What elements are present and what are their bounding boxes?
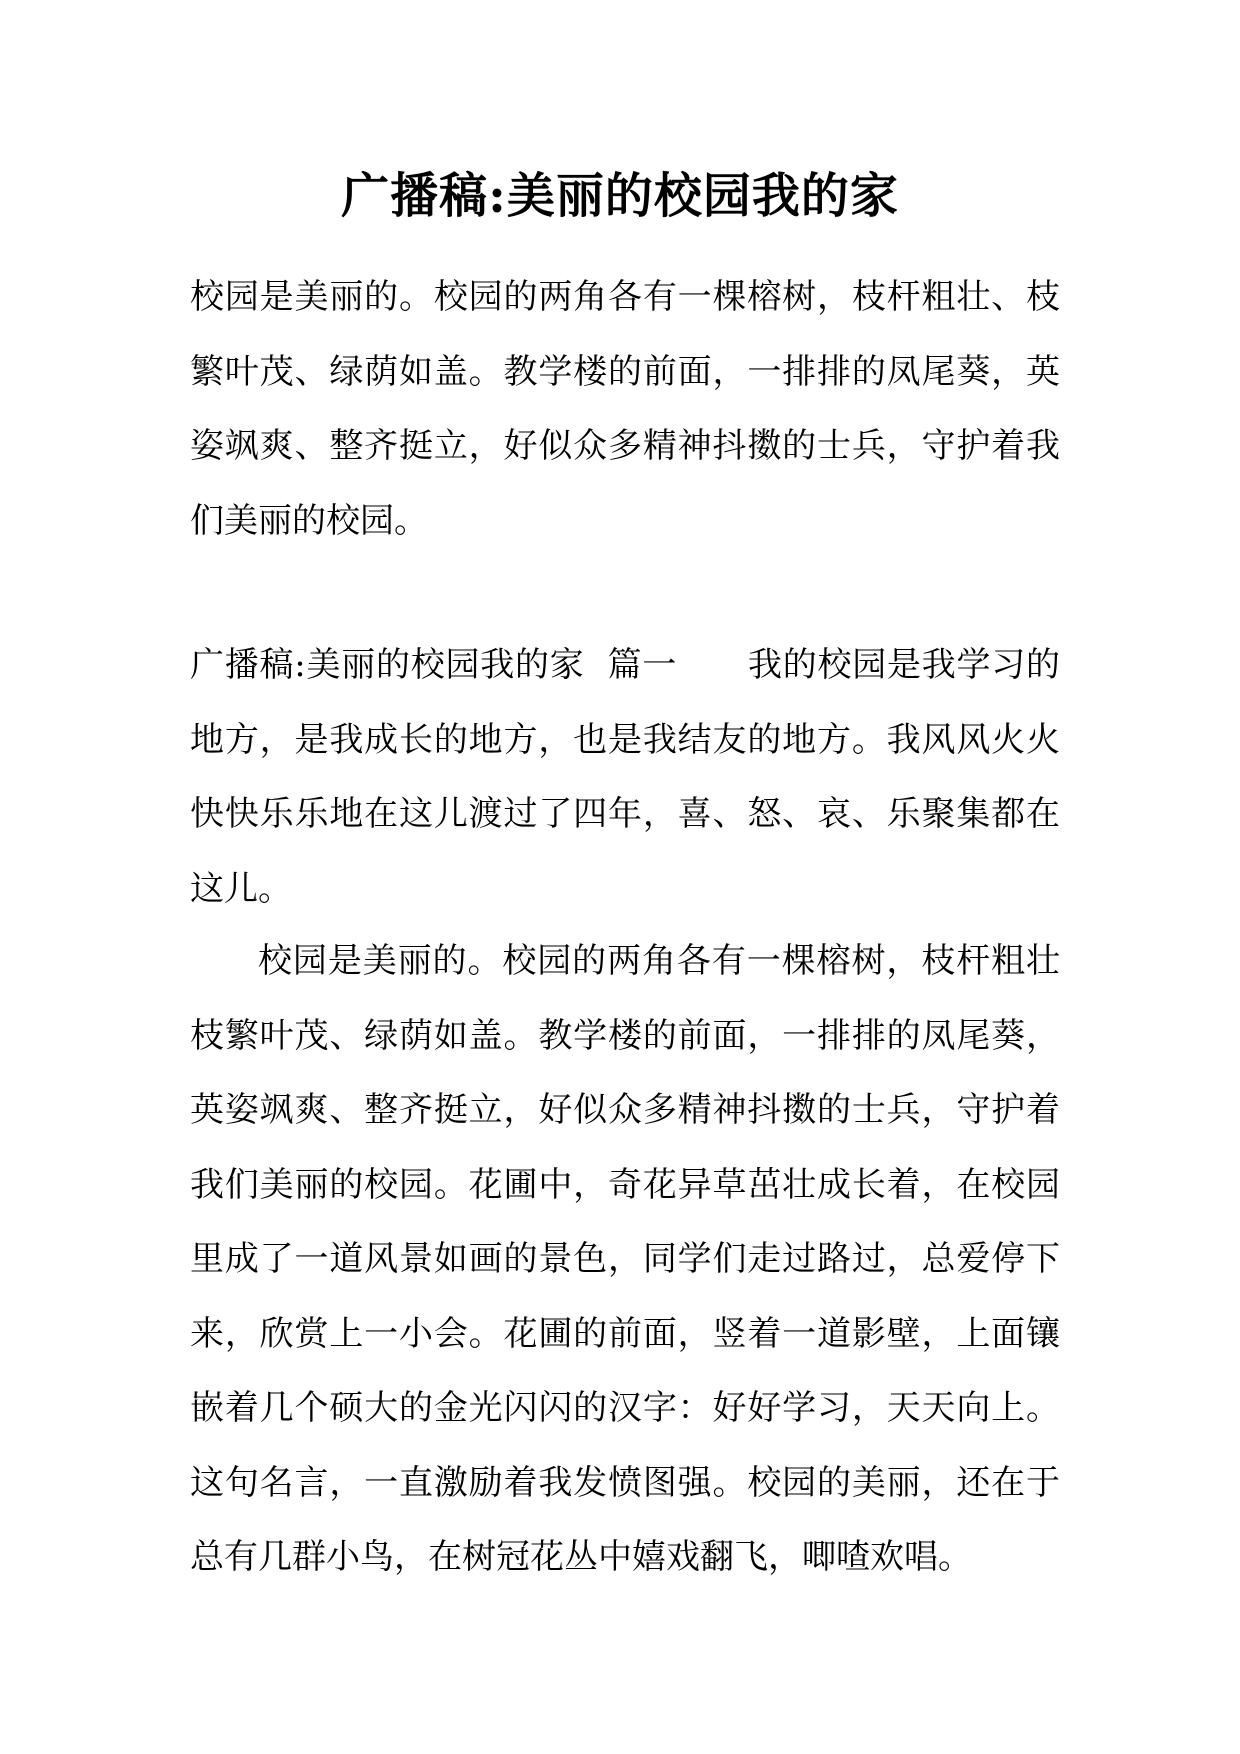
paragraph-section-one <box>190 628 1060 926</box>
document-title: 广播稿:美丽的校园我的家 <box>341 168 899 224</box>
paragraph-campus-description: 校园是美丽的。校园的两角各有一棵榕树，枝杆粗壮枝繁叶茂、绿荫如盖。教学楼的前面，一排排的凤尾葵，英姿飒爽、整齐挺立，好似众多精神抖擞的士兵，守护着我们美丽的校园。花圃中，奇花异草茁壮成长着，在校园里成了一道风景如画的景色，同学们走过路过，总爱停下来，欣赏上一小会。花圃的前面，竖着一道影壁，上面镶嵌着几个硕大的金光闪闪的汉字：好好学习，天天向上。这句名言，一直激励着我发愤图强。校园的美丽，还在于总有几群小鸟，在树冠花丛中嬉戏翻飞，唧喳欢唱。 <box>190 941 1060 1577</box>
section-one-text: 我的校园是我学习的地方，是我成长的地方，也是我结友的地方。我风风火火快快乐乐地在这儿渡过了四年，喜、怒、哀、乐聚集都在这儿。 <box>190 645 1060 909</box>
paragraph-intro: 校园是美丽的。校园的两角各有一棵榕树，枝杆粗壮、枝繁叶茂、绿荫如盖。教学楼的前面，一排排的凤尾葵，英姿飒爽、整齐挺立，好似众多精神抖擞的士兵，守护着我们美丽的校园。 <box>190 277 1060 541</box>
section-heading: 广播稿:美丽的校园我的家 篇一 <box>190 645 678 685</box>
